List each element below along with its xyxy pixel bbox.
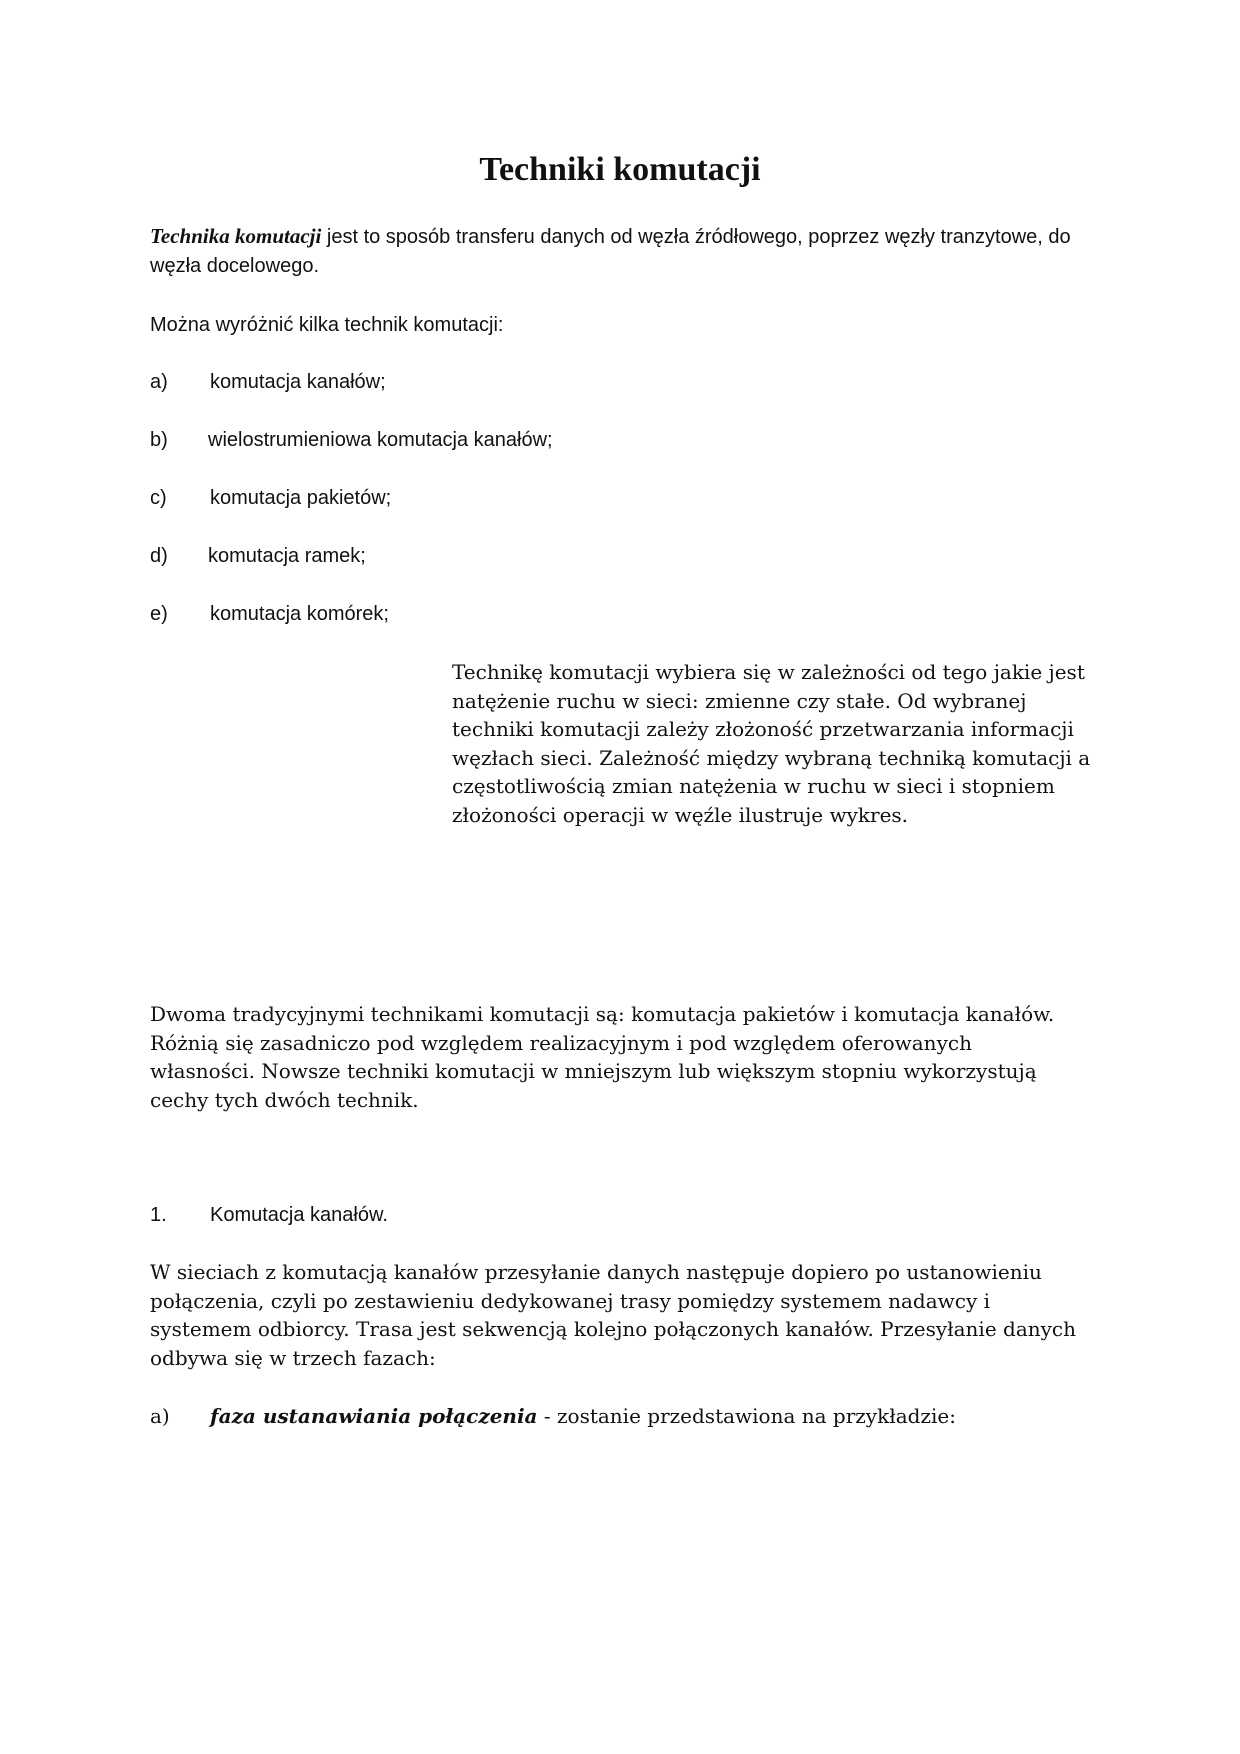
list-marker: b) <box>150 429 168 451</box>
section-title: Komutacja kanałów. <box>210 1204 388 1226</box>
list-intro: Można wyróżnić kilka technik komutacji: <box>150 314 504 336</box>
list-marker: c) <box>150 487 167 509</box>
section-number: 1. <box>150 1204 167 1226</box>
phase-description: - zostanie przedstawiona na przykładzie: <box>537 1404 956 1428</box>
intro-term: Technika komutacji <box>150 224 322 248</box>
intro-text: jest to sposób transferu danych od węzła źródłowego, poprzez węzły tranzytowe, do węzła docelowego. <box>150 226 1071 277</box>
selection-paragraph: Technikę komutacji wybiera się w zależności od tego jakie jest natężenie ruchu w sieci: zmienne czy stałe. Od wybranej techniki komutacji zależy złożoność przetwarzania informacji węzłach sieci. Zależność między wybraną techniką komutacji a częstotliwością zmian natężenia w ruchu w sieci i stopniem złożoności operacji w węźle ilustruje wykres. <box>452 660 1091 827</box>
section1-paragraph: W sieciach z komutacją kanałów przesyłanie danych następuje dopiero po ustanowieniu połączenia, czyli po zestawieniu dedykowanej trasy pomiędzy systemem nadawcy i systemem odbiorcy. Trasa jest sekwencją kolejno połączonych kanałów. Przesyłanie danych odbywa się w trzech fazach: <box>150 1260 1077 1370</box>
list-marker: d) <box>150 545 168 567</box>
list-item-label: komutacja pakietów; <box>210 487 392 509</box>
list-item-label: komutacja ramek; <box>208 545 366 567</box>
list-item-label: wielostrumieniowa komutacja kanałów; <box>208 429 553 451</box>
phase-text <box>210 1402 956 1431</box>
list-marker: a) <box>150 371 168 393</box>
list-marker: e) <box>150 603 168 625</box>
phase-term: faza ustanawiania połączenia <box>210 1404 538 1428</box>
phase-marker: a) <box>150 1404 170 1428</box>
list-item-label: komutacja kanałów; <box>210 371 386 393</box>
list-item-label: komutacja komórek; <box>210 603 389 625</box>
traditional-paragraph: Dwoma tradycyjnymi technikami komutacji są: komutacja pakietów i komutacja kanałów. Różnią się zasadniczo pod względem realizacyjnym i pod względem oferowanych własności. Nowsze techniki komutacji w mniejszym lub większym stopniu wykorzystują cechy tych dwóch technik. <box>150 1002 1055 1112</box>
intro-paragraph <box>150 222 1080 280</box>
page-title: Techniki komutacji <box>479 151 761 188</box>
